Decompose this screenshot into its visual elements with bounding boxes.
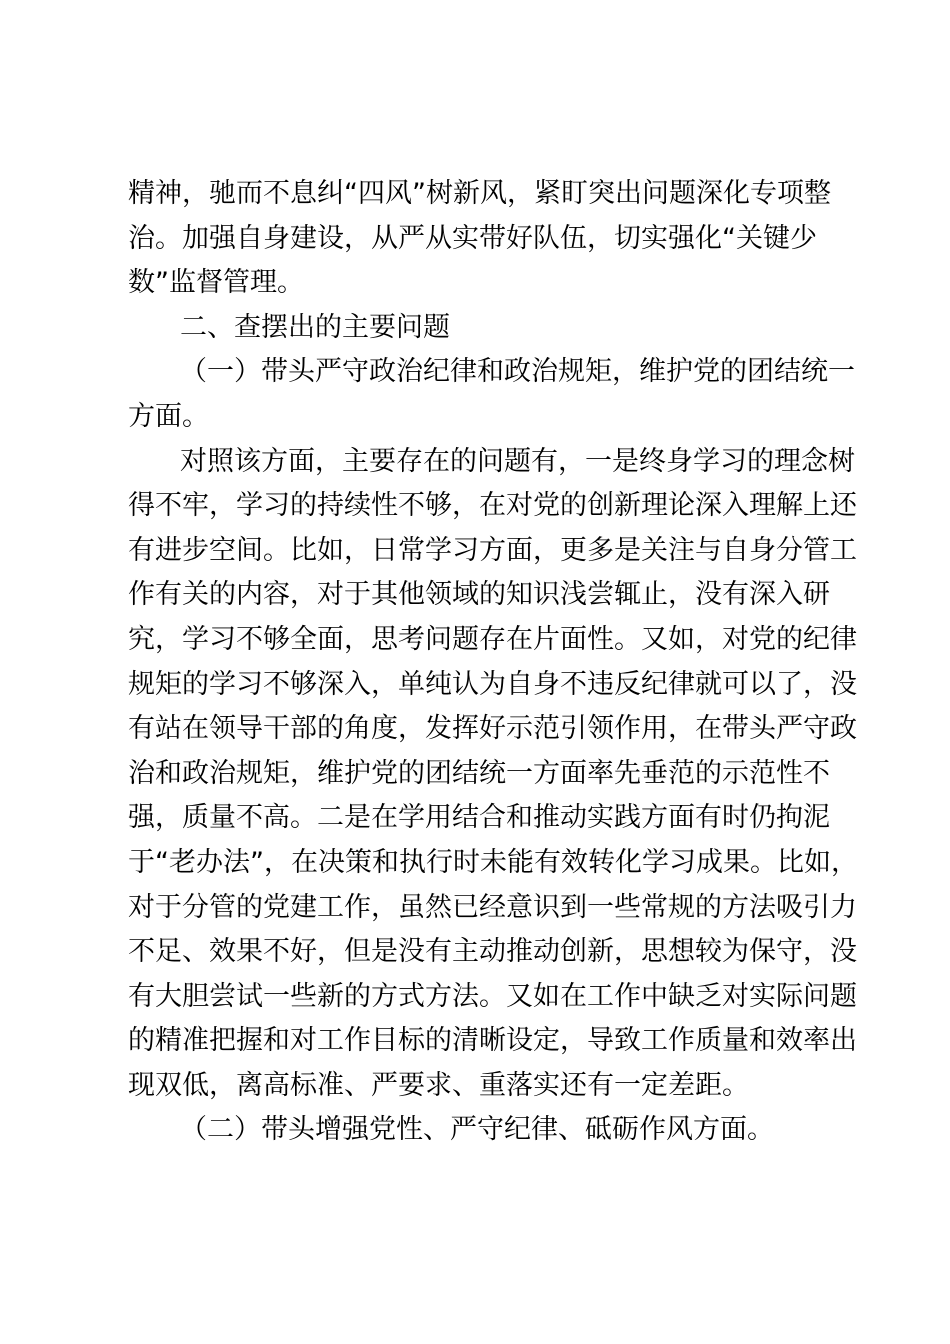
subsection-heading-continued: 方面。 [128, 400, 209, 432]
subsection-heading: （一）带头严守政治纪律和政治规矩，维护党的团结统一 [180, 356, 855, 388]
text-line: 强，质量不高。二是在学用结合和推动实践方面有时仍拘泥 [128, 802, 830, 834]
text-line: 现双低，离高标准、严要求、重落实还有一定差距。 [128, 1069, 749, 1101]
text-line: 对于分管的党建工作，虽然已经意识到一些常规的方法吸引力 [128, 891, 857, 923]
text-line: 作有关的内容，对于其他领域的知识浅尝辄止，没有深入研 [128, 579, 830, 611]
document-body [128, 172, 858, 1153]
paragraph-start: 对照该方面，主要存在的问题有，一是终身学习的理念树 [180, 445, 855, 477]
text-line: 于“老办法”，在决策和执行时未能有效转化学习成果。比如， [128, 846, 858, 878]
subsection-heading: （二）带头增强党性、严守纪律、砥砺作风方面。 [180, 1114, 774, 1146]
text-line: 究，学习不够全面，思考问题存在片面性。又如，对党的纪律 [128, 623, 857, 655]
text-line: 不足、效果不好，但是没有主动推动创新，思想较为保守，没 [128, 936, 857, 968]
text-line: 的精准把握和对工作目标的清晰设定，导致工作质量和效率出 [128, 1025, 857, 1057]
text-line: 得不牢，学习的持续性不够，在对党的创新理论深入理解上还 [128, 490, 857, 522]
text-line: 数”监督管理。 [128, 267, 304, 299]
text-line: 精神，驰而不息纠“四风”树新风，紧盯突出问题深化专项整 [128, 178, 831, 209]
text-line: 规矩的学习不够深入，单纯认为自身不违反纪律就可以了，没 [128, 668, 857, 700]
text-line: 有进步空间。比如，日常学习方面，更多是关注与自身分管工 [128, 534, 857, 566]
section-heading: 二、查摆出的主要问题 [180, 311, 450, 343]
text-line: 治。加强自身建设，从严从实带好队伍，切实强化“关键少 [128, 222, 817, 254]
text-line: 治和政治规矩，维护党的团结统一方面率先垂范的示范性不 [128, 757, 830, 789]
text-line: 有站在领导干部的角度，发挥好示范引领作用，在带头严守政 [128, 713, 857, 745]
text-line: 有大胆尝试一些新的方式方法。又如在工作中缺乏对实际问题 [128, 980, 857, 1012]
